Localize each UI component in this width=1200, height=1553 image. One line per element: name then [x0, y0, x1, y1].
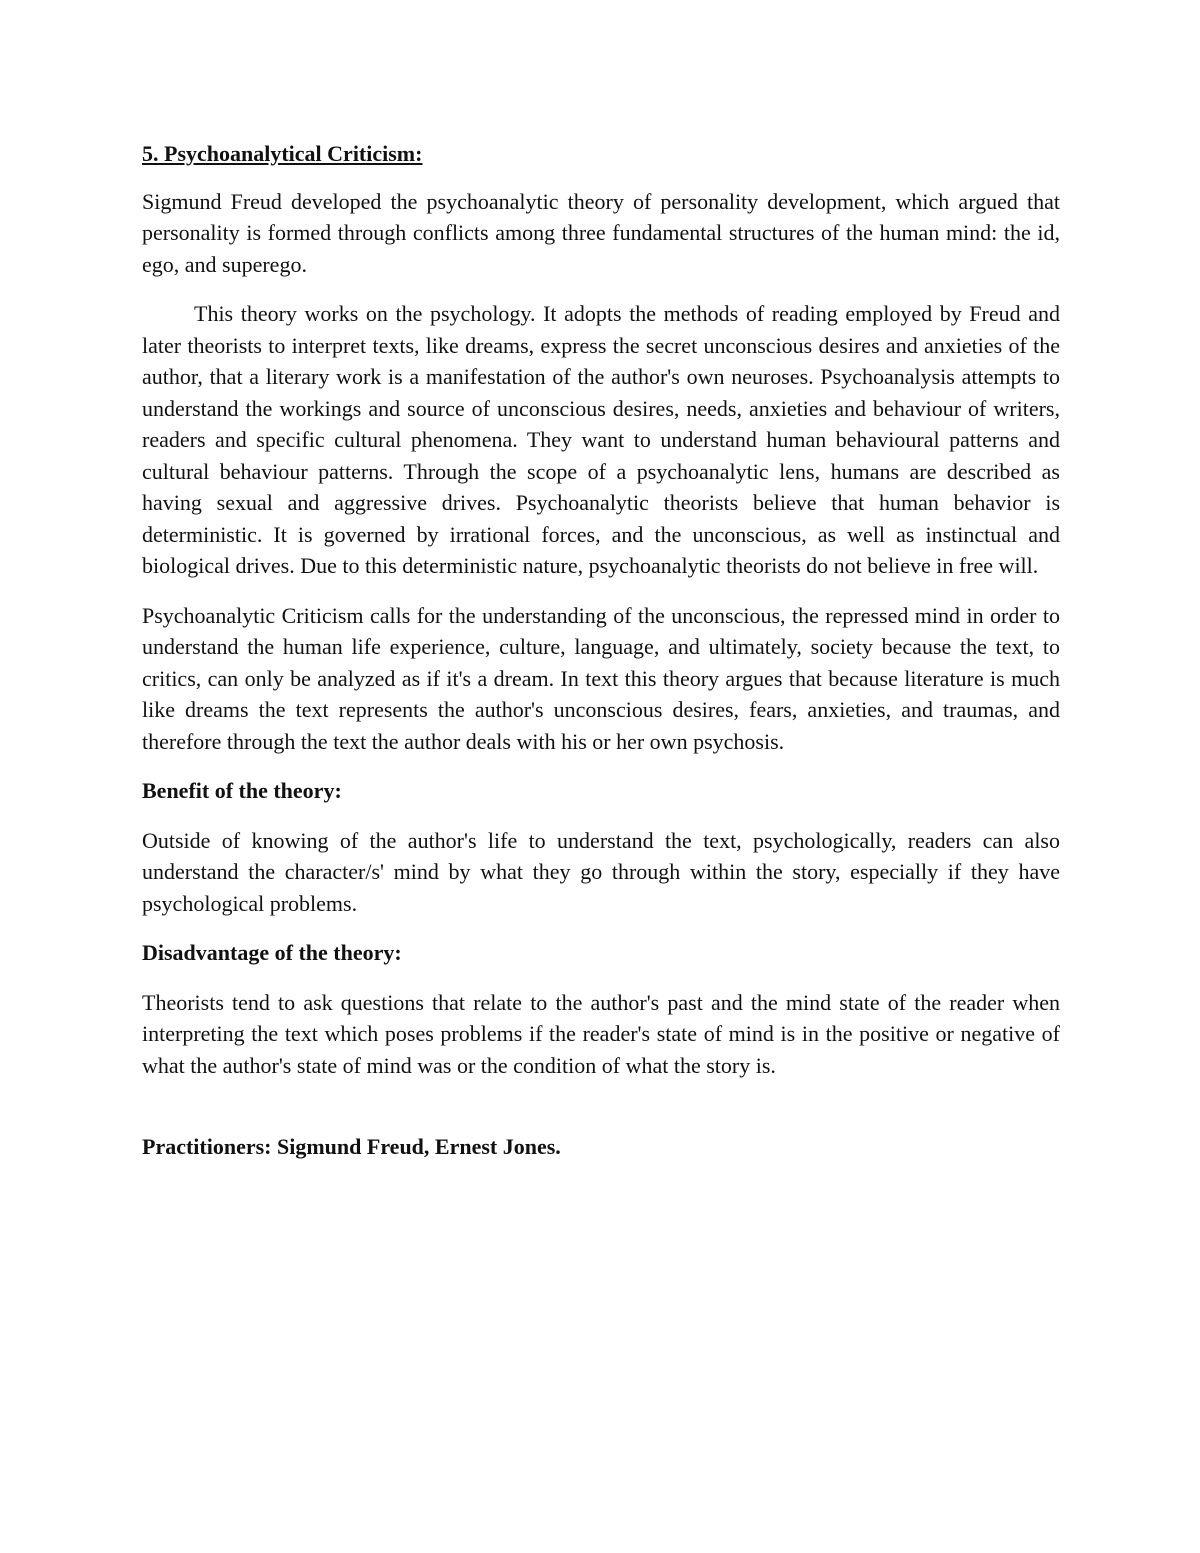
theory-paragraph: This theory works on the psychology. It adopts the methods of reading employed by Freud and later theorists to interpret texts, like dreams, express the secret unconscious desires and anxieties of the author, that a literary work is a manifestation of the author's own neuroses. Psychoanalysis attempts to understand the workings and source of unconscious desires, needs, anxieties and behaviour of writers, readers and specific cultural phenomena. They want to understand human behavioural patterns and cultural behaviour patterns. Through the scope of a psychoanalytic lens, humans are described as having sexual and aggressive drives. Psychoanalytic theorists believe that human behavior is deterministic. It is governed by irrational forces, and the unconscious, as well as instinctual and biological drives. Due to this deterministic nature, psychoanalytic theorists do not believe in free will.	[142, 301, 1060, 578]
practitioners-line: Practitioners: Sigmund Freud, Ernest Jones.	[142, 1134, 561, 1159]
disadvantage-paragraph: Theorists tend to ask questions that relate to the author's past and the mind state of the reader when interpreting the text which poses problems if the reader's state of mind is in the positive or negative of what the author's state of mind was or the condition of what the story is.	[142, 989, 1060, 1078]
section-heading: 5. Psychoanalytical Criticism:	[142, 141, 423, 166]
intro-paragraph: Sigmund Freud developed the psychoanalytic theory of personality development, which argued that personality is formed through conflicts among three fundamental structures of the human mind: the id, ego, and superego.	[142, 188, 1060, 277]
benefit-paragraph: Outside of knowing of the author's life to understand the text, psychologically, readers can also understand the character/s' mind by what they go through within the story, especially if they have psychological problems.	[142, 827, 1060, 916]
disadvantage-heading: Disadvantage of the theory:	[142, 940, 402, 965]
benefit-heading: Benefit of the theory:	[142, 778, 342, 803]
document-body	[142, 138, 1060, 1163]
criticism-paragraph: Psychoanalytic Criticism calls for the understanding of the unconscious, the repressed mind in order to understand the human life experience, culture, language, and ultimately, society because the text, to critics, can only be analyzed as if it's a dream. In text this theory argues that because literature is much like dreams the text represents the author's unconscious desires, fears, anxieties, and traumas, and therefore through the text the author deals with his or her own psychosis.	[142, 602, 1060, 754]
